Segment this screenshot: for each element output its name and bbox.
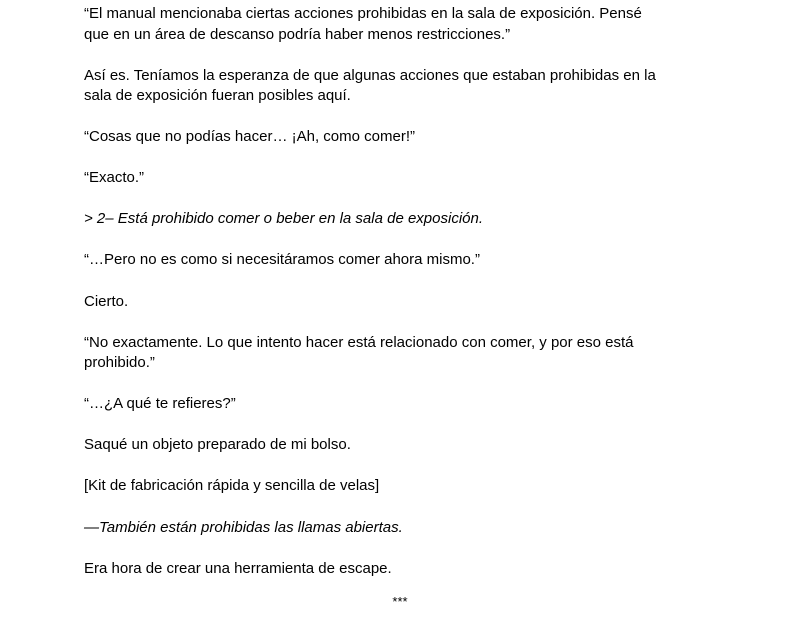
- quoted-rule: > 2– Está prohibido comer o beber en la sala de exposición.: [84, 210, 484, 228]
- paragraph: Saqué un objeto preparado de mi bolso.: [84, 436, 351, 454]
- paragraph: “Cosas que no podías hacer… ¡Ah, como comer!”: [84, 128, 415, 146]
- paragraph: “Exacto.”: [84, 169, 145, 187]
- paragraph: Así es. Teníamos la esperanza de que algunas acciones que estaban prohibidas en la sala de exposición fueran posibles aquí.: [84, 66, 656, 105]
- paragraph: Cierto.: [84, 292, 129, 310]
- paragraph: Era hora de crear una herramienta de escape.: [84, 559, 392, 577]
- section-separator: ***: [392, 594, 408, 609]
- item-name: [Kit de fabricación rápida y sencilla de velas]: [84, 477, 380, 495]
- italic-thought: —También están prohibidas las llamas abiertas.: [84, 518, 403, 536]
- paragraph: “…¿A qué te refieres?”: [84, 395, 236, 413]
- paragraph: “…Pero no es como si necesitáramos comer ahora mismo.”: [84, 251, 480, 269]
- paragraph: “El manual mencionaba ciertas acciones prohibidas en la sala de exposición. Pensé que en un área de descanso podría haber menos restricciones.”: [84, 5, 642, 43]
- paragraph: “No exactamente. Lo que intento hacer está relacionado con comer, y por eso está prohibido.”: [84, 333, 634, 372]
- document-body: [84, 4, 664, 600]
